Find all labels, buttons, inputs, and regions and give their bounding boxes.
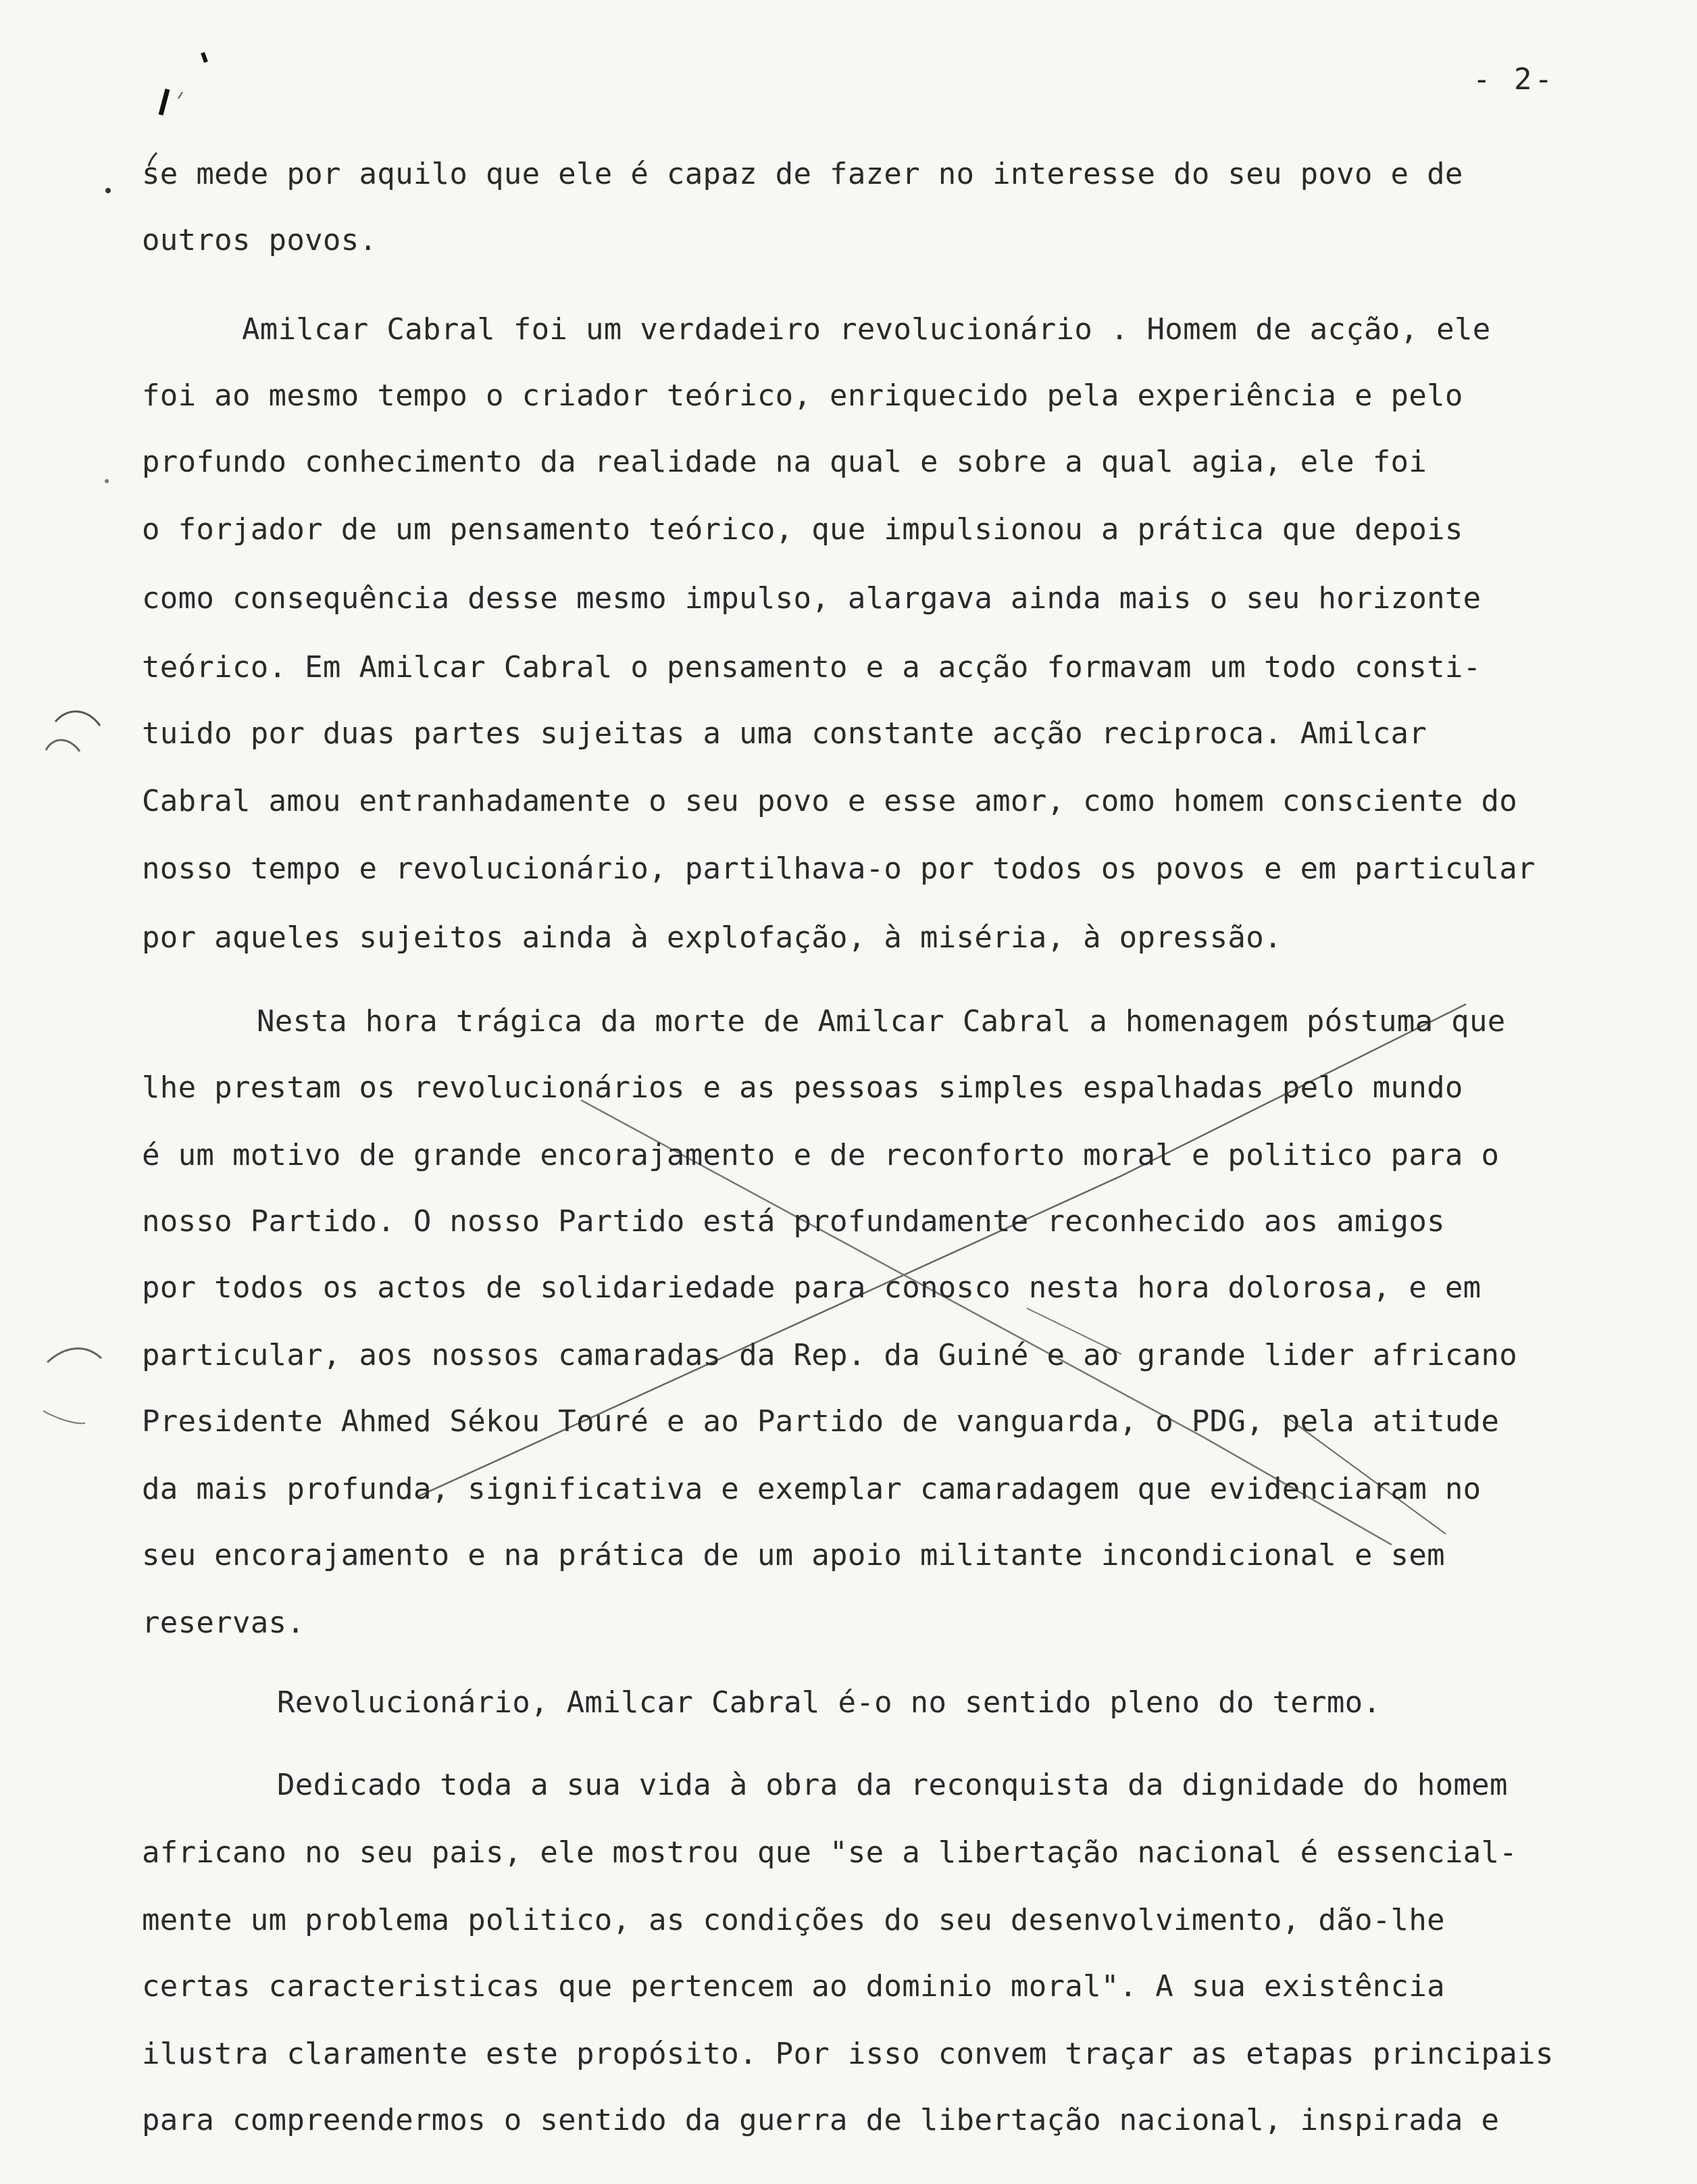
page-number: - 2- xyxy=(1473,62,1555,97)
body-line: Cabral amou entranhadamente o seu povo e esse amor, como homem consciente do xyxy=(142,784,1518,818)
body-line: é um motivo de grande encorajamento e de reconforto moral e politico para o xyxy=(142,1138,1500,1172)
body-line: certas caracteristicas que pertencem ao dominio moral". A sua existência xyxy=(142,1969,1445,2004)
body-line: teórico. Em Amilcar Cabral o pensamento e a acção formavam um todo consti- xyxy=(142,650,1481,685)
body-line: Dedicado toda a sua vida à obra da reconquista da dignidade do homem xyxy=(277,1768,1508,1802)
body-line: da mais profunda, significativa e exemplar camaradagem que evidenciaram no xyxy=(142,1472,1481,1506)
body-line: africano no seu pais, ele mostrou que "se a libertação nacional é essencial- xyxy=(142,1835,1518,1870)
body-line: por todos os actos de solidariedade para conosco nesta hora dolorosa, e em xyxy=(142,1270,1481,1305)
body-line: Amilcar Cabral foi um verdadeiro revolucionário . Homem de acção, ele xyxy=(242,312,1491,347)
body-line: lhe prestam os revolucionários e as pessoas simples espalhadas pelo mundo xyxy=(142,1070,1463,1105)
body-line: tuido por duas partes sujeitas a uma constante acção reciproca. Amilcar xyxy=(142,716,1427,751)
body-line: mente um problema politico, as condições do seu desenvolvimento, dão-lhe xyxy=(142,1903,1445,1937)
body-line: particular, aos nossos camaradas da Rep. da Guiné e ao grande lider africano xyxy=(142,1338,1518,1372)
body-line: Revolucionário, Amilcar Cabral é-o no sentido pleno do termo. xyxy=(277,1685,1382,1720)
body-line: se mede por aquilo que ele é capaz de fazer no interesse do seu povo e de xyxy=(142,157,1463,191)
body-line: Presidente Ahmed Sékou Touré e ao Partido de vanguarda, o PDG, pela atitude xyxy=(142,1404,1500,1439)
body-line: ilustra claramente este propósito. Por isso convem traçar as etapas principais xyxy=(142,2037,1554,2071)
body-line: reservas. xyxy=(142,1606,305,1640)
body-line: Nesta hora trágica da morte de Amilcar Cabral a homenagem póstuma que xyxy=(257,1004,1506,1039)
body-line: para compreendermos o sentido da guerra de libertação nacional, inspirada e xyxy=(142,2103,1500,2137)
body-line: foi ao mesmo tempo o criador teórico, enriquecido pela experiência e pelo xyxy=(142,378,1463,413)
body-line: profundo conhecimento da realidade na qual e sobre a qual agia, ele foi xyxy=(142,445,1427,479)
body-line: por aqueles sujeitos ainda à explofação, à miséria, à opressão. xyxy=(142,920,1282,955)
body-line: seu encorajamento e na prática de um apoio militante incondicional e sem xyxy=(142,1538,1445,1572)
body-line: nosso Partido. O nosso Partido está profundamente reconhecido aos amigos xyxy=(142,1204,1445,1239)
body-line: nosso tempo e revolucionário, partilhava-o por todos os povos e em particular xyxy=(142,851,1536,886)
body-line: outros povos. xyxy=(142,223,378,257)
body-line: o forjador de um pensamento teórico, que impulsionou a prática que depois xyxy=(142,512,1463,547)
body-line: como consequência desse mesmo impulso, alargava ainda mais o seu horizonte xyxy=(142,581,1481,616)
